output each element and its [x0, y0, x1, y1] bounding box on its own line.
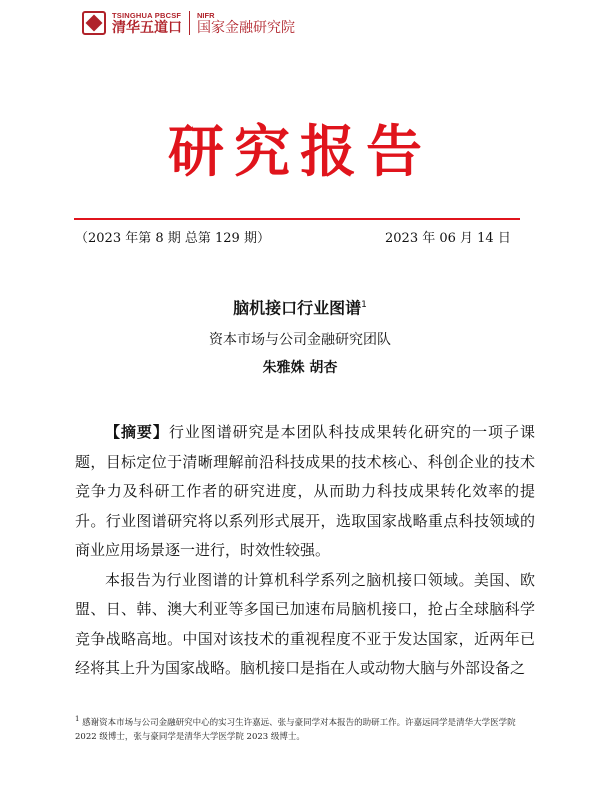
logo-seal-icon	[82, 11, 106, 35]
body-text	[75, 418, 535, 684]
brand-english: TSINGHUA PBCSF	[112, 10, 182, 20]
footnote-mark: 1	[75, 715, 80, 723]
issue-date: 2023 年 06 月 14 日	[385, 231, 511, 246]
title-divider	[74, 218, 520, 220]
footnote-ref: 1	[361, 300, 367, 310]
institute-chinese: 国家金融研究院	[197, 19, 295, 36]
authors: 朱雅姝 胡杏	[262, 360, 338, 376]
abstract-label: 【摘要】	[105, 423, 169, 441]
brand-divider	[189, 11, 190, 35]
abstract-paragraph	[75, 418, 535, 566]
research-team: 资本市场与公司金融研究团队	[209, 332, 391, 348]
document-title-text: 脑机接口行业图谱	[233, 298, 362, 318]
document-title	[0, 294, 600, 319]
footnote-text: 感谢资本市场与公司金融研究中心的实习生许嘉远、张与豪同学对本报告的助研工作。许嘉远同学是清华大学医学院 2022 级博士，张与豪同学是清华大学医学院 2023 级博士。	[75, 717, 516, 742]
brand-chinese: 清华五道口	[112, 19, 182, 36]
institute-english: NIFR	[197, 10, 215, 20]
issue-number: （2023 年第 8 期 总第 129 期）	[75, 231, 270, 246]
abstract-text: 行业图谱研究是本团队科技成果转化研究的一项子课题，目标定位于清晰理解前沿科技成果的技术核心、科创企业的技术竞争力及科研工作者的研究进度，从而助力科技成果转化效率的提升。行业图谱研究将以系列形式展开，选取国家战略重点科技领域的商业应用场景逐一进行，时效性较强。	[75, 423, 535, 559]
intro-paragraph: 本报告为行业图谱的计算机科学系列之脑机接口领域。美国、欧盟、日、韩、澳大利亚等多国已加速布局脑机接口，抢占全球脑科学竞争战略高地。中国对该技术的重视程度不亚于发达国家，近两年已经将其上升为国家战略。脑机接口是指在人或动物大脑与外部设备之	[75, 570, 535, 677]
report-title: 研究报告	[168, 119, 432, 185]
header-logo	[82, 8, 295, 38]
footnote	[75, 712, 535, 744]
